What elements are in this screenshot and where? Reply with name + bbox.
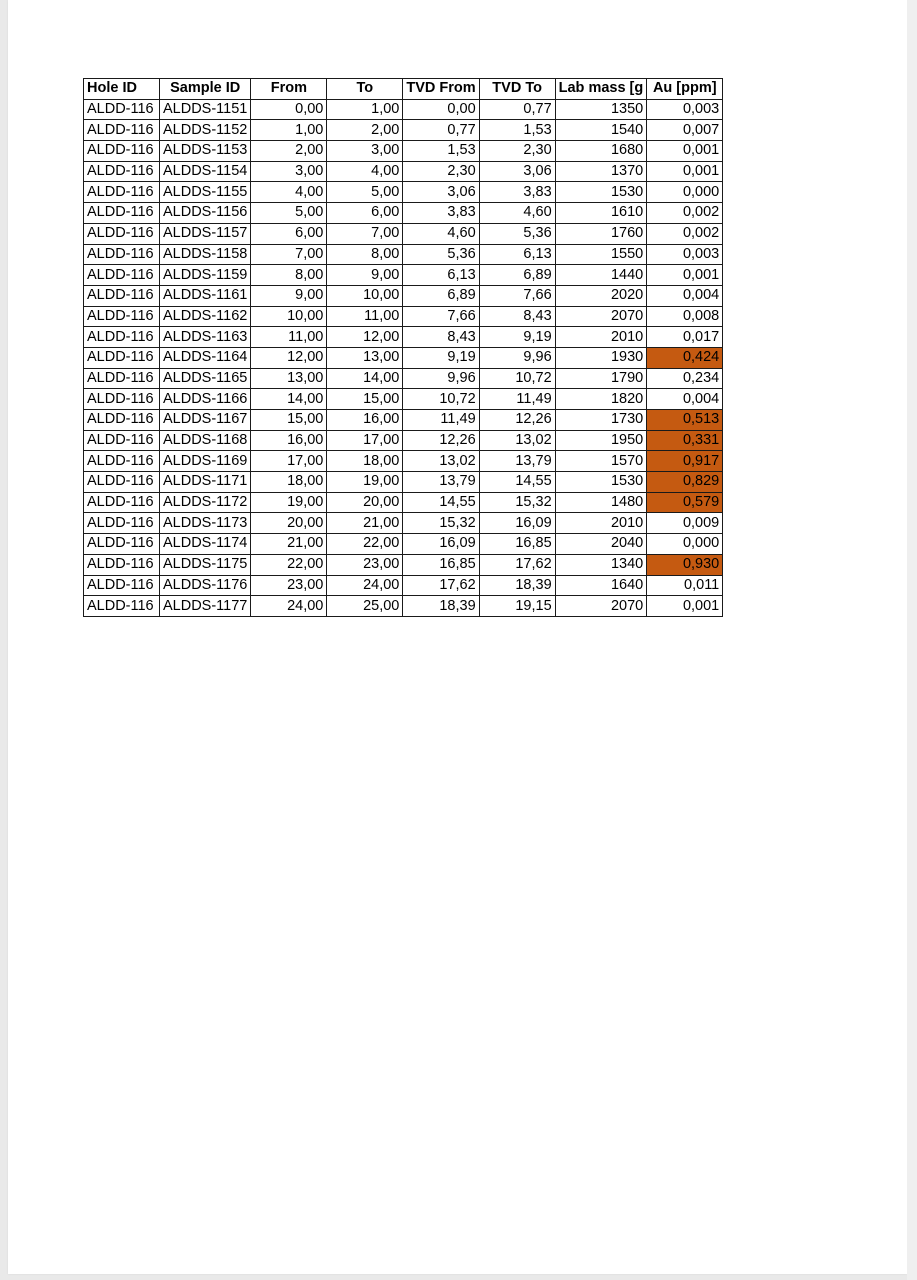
- cell-lab-mass: 1440: [555, 265, 647, 286]
- cell-from: 21,00: [251, 534, 327, 555]
- cell-to: 5,00: [327, 182, 403, 203]
- cell-from: 24,00: [251, 596, 327, 617]
- table-row: [84, 472, 723, 493]
- cell-sample-id: ALDDS-1155: [160, 182, 251, 203]
- cell-au-ppm: 0,001: [647, 141, 723, 162]
- cell-lab-mass: 1610: [555, 203, 647, 224]
- cell-sample-id: ALDDS-1166: [160, 389, 251, 410]
- cell-hole-id: ALDD-116: [84, 492, 160, 513]
- cell-sample-id: ALDDS-1153: [160, 141, 251, 162]
- cell-lab-mass: 2070: [555, 596, 647, 617]
- cell-hole-id: ALDD-116: [84, 368, 160, 389]
- cell-tvd-from: 0,00: [403, 99, 479, 120]
- cell-tvd-from: 3,06: [403, 182, 479, 203]
- cell-lab-mass: 1930: [555, 347, 647, 368]
- cell-sample-id: ALDDS-1156: [160, 203, 251, 224]
- cell-from: 19,00: [251, 492, 327, 513]
- cell-hole-id: ALDD-116: [84, 120, 160, 141]
- cell-sample-id: ALDDS-1154: [160, 161, 251, 182]
- cell-sample-id: ALDDS-1176: [160, 575, 251, 596]
- table-row: [84, 223, 723, 244]
- cell-tvd-from: 4,60: [403, 223, 479, 244]
- cell-lab-mass: 1550: [555, 244, 647, 265]
- table-row: [84, 347, 723, 368]
- cell-au-ppm: 0,003: [647, 244, 723, 265]
- cell-tvd-from: 6,13: [403, 265, 479, 286]
- header-tvd-to: TVD To: [479, 79, 555, 100]
- cell-to: 20,00: [327, 492, 403, 513]
- cell-lab-mass: 2070: [555, 306, 647, 327]
- cell-tvd-to: 2,30: [479, 141, 555, 162]
- table-row: [84, 161, 723, 182]
- cell-tvd-to: 17,62: [479, 554, 555, 575]
- cell-to: 14,00: [327, 368, 403, 389]
- cell-au-ppm: 0,001: [647, 161, 723, 182]
- cell-from: 4,00: [251, 182, 327, 203]
- cell-from: 20,00: [251, 513, 327, 534]
- cell-au-ppm: 0,331: [647, 430, 723, 451]
- cell-to: 19,00: [327, 472, 403, 493]
- cell-to: 25,00: [327, 596, 403, 617]
- cell-tvd-to: 3,06: [479, 161, 555, 182]
- cell-au-ppm: 0,917: [647, 451, 723, 472]
- cell-tvd-to: 4,60: [479, 203, 555, 224]
- cell-au-ppm: 0,579: [647, 492, 723, 513]
- cell-from: 13,00: [251, 368, 327, 389]
- cell-from: 5,00: [251, 203, 327, 224]
- cell-to: 12,00: [327, 327, 403, 348]
- cell-tvd-to: 6,89: [479, 265, 555, 286]
- cell-hole-id: ALDD-116: [84, 451, 160, 472]
- cell-au-ppm: 0,008: [647, 306, 723, 327]
- cell-hole-id: ALDD-116: [84, 244, 160, 265]
- cell-au-ppm: 0,002: [647, 203, 723, 224]
- cell-lab-mass: 1950: [555, 430, 647, 451]
- cell-sample-id: ALDDS-1167: [160, 410, 251, 431]
- cell-from: 14,00: [251, 389, 327, 410]
- table-row: [84, 368, 723, 389]
- cell-tvd-from: 11,49: [403, 410, 479, 431]
- cell-from: 1,00: [251, 120, 327, 141]
- cell-tvd-from: 6,89: [403, 285, 479, 306]
- cell-hole-id: ALDD-116: [84, 575, 160, 596]
- cell-lab-mass: 1570: [555, 451, 647, 472]
- table-row: [84, 244, 723, 265]
- cell-hole-id: ALDD-116: [84, 347, 160, 368]
- cell-to: 16,00: [327, 410, 403, 431]
- cell-au-ppm: 0,017: [647, 327, 723, 348]
- cell-au-ppm: 0,003: [647, 99, 723, 120]
- cell-tvd-to: 5,36: [479, 223, 555, 244]
- cell-tvd-from: 16,85: [403, 554, 479, 575]
- cell-tvd-from: 16,09: [403, 534, 479, 555]
- cell-tvd-to: 0,77: [479, 99, 555, 120]
- cell-au-ppm: 0,004: [647, 285, 723, 306]
- cell-sample-id: ALDDS-1161: [160, 285, 251, 306]
- cell-hole-id: ALDD-116: [84, 410, 160, 431]
- cell-from: 0,00: [251, 99, 327, 120]
- cell-hole-id: ALDD-116: [84, 472, 160, 493]
- cell-tvd-from: 8,43: [403, 327, 479, 348]
- cell-to: 17,00: [327, 430, 403, 451]
- cell-au-ppm: 0,004: [647, 389, 723, 410]
- cell-au-ppm: 0,234: [647, 368, 723, 389]
- cell-from: 16,00: [251, 430, 327, 451]
- cell-from: 8,00: [251, 265, 327, 286]
- cell-tvd-from: 15,32: [403, 513, 479, 534]
- table-row: [84, 451, 723, 472]
- cell-lab-mass: 1530: [555, 182, 647, 203]
- cell-from: 10,00: [251, 306, 327, 327]
- cell-tvd-to: 9,96: [479, 347, 555, 368]
- cell-tvd-from: 13,02: [403, 451, 479, 472]
- cell-lab-mass: 1790: [555, 368, 647, 389]
- cell-tvd-to: 16,09: [479, 513, 555, 534]
- table-row: [84, 534, 723, 555]
- cell-tvd-to: 15,32: [479, 492, 555, 513]
- cell-tvd-to: 3,83: [479, 182, 555, 203]
- cell-from: 9,00: [251, 285, 327, 306]
- cell-lab-mass: 1730: [555, 410, 647, 431]
- cell-from: 12,00: [251, 347, 327, 368]
- cell-lab-mass: 1640: [555, 575, 647, 596]
- cell-lab-mass: 1820: [555, 389, 647, 410]
- cell-sample-id: ALDDS-1169: [160, 451, 251, 472]
- cell-to: 6,00: [327, 203, 403, 224]
- table-row: [84, 265, 723, 286]
- cell-tvd-to: 12,26: [479, 410, 555, 431]
- cell-lab-mass: 1480: [555, 492, 647, 513]
- cell-tvd-from: 17,62: [403, 575, 479, 596]
- cell-from: 11,00: [251, 327, 327, 348]
- cell-sample-id: ALDDS-1177: [160, 596, 251, 617]
- cell-lab-mass: 2020: [555, 285, 647, 306]
- cell-au-ppm: 0,007: [647, 120, 723, 141]
- table-row: [84, 492, 723, 513]
- cell-to: 3,00: [327, 141, 403, 162]
- cell-sample-id: ALDDS-1158: [160, 244, 251, 265]
- cell-hole-id: ALDD-116: [84, 223, 160, 244]
- cell-to: 18,00: [327, 451, 403, 472]
- table-row: [84, 575, 723, 596]
- cell-sample-id: ALDDS-1171: [160, 472, 251, 493]
- table-row: [84, 141, 723, 162]
- cell-au-ppm: 0,011: [647, 575, 723, 596]
- header-sample-id: Sample ID: [160, 79, 251, 100]
- cell-to: 8,00: [327, 244, 403, 265]
- cell-to: 15,00: [327, 389, 403, 410]
- cell-sample-id: ALDDS-1159: [160, 265, 251, 286]
- cell-sample-id: ALDDS-1151: [160, 99, 251, 120]
- cell-to: 1,00: [327, 99, 403, 120]
- cell-hole-id: ALDD-116: [84, 182, 160, 203]
- cell-tvd-from: 3,83: [403, 203, 479, 224]
- cell-sample-id: ALDDS-1162: [160, 306, 251, 327]
- cell-lab-mass: 1680: [555, 141, 647, 162]
- cell-to: 13,00: [327, 347, 403, 368]
- cell-au-ppm: 0,001: [647, 265, 723, 286]
- cell-lab-mass: 1540: [555, 120, 647, 141]
- cell-lab-mass: 1370: [555, 161, 647, 182]
- cell-from: 15,00: [251, 410, 327, 431]
- cell-sample-id: ALDDS-1165: [160, 368, 251, 389]
- cell-au-ppm: 0,000: [647, 182, 723, 203]
- assay-table: [83, 78, 723, 617]
- cell-tvd-from: 9,19: [403, 347, 479, 368]
- cell-au-ppm: 0,000: [647, 534, 723, 555]
- cell-sample-id: ALDDS-1172: [160, 492, 251, 513]
- cell-au-ppm: 0,829: [647, 472, 723, 493]
- cell-tvd-to: 13,79: [479, 451, 555, 472]
- cell-to: 21,00: [327, 513, 403, 534]
- cell-lab-mass: 2010: [555, 327, 647, 348]
- table-row: [84, 182, 723, 203]
- cell-tvd-to: 13,02: [479, 430, 555, 451]
- cell-sample-id: ALDDS-1163: [160, 327, 251, 348]
- cell-lab-mass: 2040: [555, 534, 647, 555]
- cell-tvd-to: 8,43: [479, 306, 555, 327]
- cell-hole-id: ALDD-116: [84, 596, 160, 617]
- table-row: [84, 120, 723, 141]
- cell-tvd-from: 5,36: [403, 244, 479, 265]
- cell-au-ppm: 0,930: [647, 554, 723, 575]
- cell-lab-mass: 1350: [555, 99, 647, 120]
- header-row: [84, 79, 723, 100]
- cell-sample-id: ALDDS-1152: [160, 120, 251, 141]
- cell-tvd-from: 0,77: [403, 120, 479, 141]
- cell-tvd-to: 19,15: [479, 596, 555, 617]
- cell-tvd-to: 14,55: [479, 472, 555, 493]
- cell-to: 11,00: [327, 306, 403, 327]
- cell-to: 7,00: [327, 223, 403, 244]
- cell-tvd-from: 12,26: [403, 430, 479, 451]
- header-from: From: [251, 79, 327, 100]
- cell-tvd-to: 18,39: [479, 575, 555, 596]
- cell-sample-id: ALDDS-1174: [160, 534, 251, 555]
- cell-hole-id: ALDD-116: [84, 99, 160, 120]
- cell-tvd-from: 14,55: [403, 492, 479, 513]
- cell-to: 2,00: [327, 120, 403, 141]
- cell-au-ppm: 0,009: [647, 513, 723, 534]
- cell-hole-id: ALDD-116: [84, 161, 160, 182]
- cell-tvd-from: 2,30: [403, 161, 479, 182]
- cell-sample-id: ALDDS-1168: [160, 430, 251, 451]
- cell-to: 9,00: [327, 265, 403, 286]
- table-body: [84, 99, 723, 616]
- cell-hole-id: ALDD-116: [84, 265, 160, 286]
- cell-to: 23,00: [327, 554, 403, 575]
- cell-hole-id: ALDD-116: [84, 513, 160, 534]
- cell-tvd-to: 10,72: [479, 368, 555, 389]
- page-edge: [907, 0, 917, 1280]
- table-row: [84, 306, 723, 327]
- cell-tvd-to: 9,19: [479, 327, 555, 348]
- table-row: [84, 203, 723, 224]
- table-row: [84, 596, 723, 617]
- cell-sample-id: ALDDS-1164: [160, 347, 251, 368]
- cell-hole-id: ALDD-116: [84, 389, 160, 410]
- cell-from: 23,00: [251, 575, 327, 596]
- header-hole-id: Hole ID: [84, 79, 160, 100]
- header-tvd-from: TVD From: [403, 79, 479, 100]
- cell-tvd-to: 11,49: [479, 389, 555, 410]
- table-row: [84, 327, 723, 348]
- cell-to: 24,00: [327, 575, 403, 596]
- cell-sample-id: ALDDS-1173: [160, 513, 251, 534]
- table-row: [84, 410, 723, 431]
- cell-tvd-to: 7,66: [479, 285, 555, 306]
- cell-from: 18,00: [251, 472, 327, 493]
- cell-au-ppm: 0,001: [647, 596, 723, 617]
- cell-tvd-from: 13,79: [403, 472, 479, 493]
- cell-tvd-from: 10,72: [403, 389, 479, 410]
- cell-from: 3,00: [251, 161, 327, 182]
- table-row: [84, 430, 723, 451]
- header-lab-mass: Lab mass [g: [555, 79, 647, 100]
- cell-to: 10,00: [327, 285, 403, 306]
- table-row: [84, 285, 723, 306]
- cell-tvd-from: 9,96: [403, 368, 479, 389]
- cell-from: 6,00: [251, 223, 327, 244]
- cell-from: 2,00: [251, 141, 327, 162]
- cell-to: 4,00: [327, 161, 403, 182]
- cell-hole-id: ALDD-116: [84, 554, 160, 575]
- cell-au-ppm: 0,424: [647, 347, 723, 368]
- cell-hole-id: ALDD-116: [84, 534, 160, 555]
- cell-from: 17,00: [251, 451, 327, 472]
- cell-hole-id: ALDD-116: [84, 327, 160, 348]
- cell-tvd-from: 18,39: [403, 596, 479, 617]
- cell-from: 7,00: [251, 244, 327, 265]
- table-row: [84, 513, 723, 534]
- cell-to: 22,00: [327, 534, 403, 555]
- cell-hole-id: ALDD-116: [84, 203, 160, 224]
- cell-lab-mass: 2010: [555, 513, 647, 534]
- cell-hole-id: ALDD-116: [84, 306, 160, 327]
- cell-hole-id: ALDD-116: [84, 141, 160, 162]
- cell-sample-id: ALDDS-1175: [160, 554, 251, 575]
- cell-au-ppm: 0,002: [647, 223, 723, 244]
- cell-tvd-from: 7,66: [403, 306, 479, 327]
- header-to: To: [327, 79, 403, 100]
- cell-au-ppm: 0,513: [647, 410, 723, 431]
- cell-tvd-to: 6,13: [479, 244, 555, 265]
- cell-lab-mass: 1340: [555, 554, 647, 575]
- cell-hole-id: ALDD-116: [84, 430, 160, 451]
- cell-hole-id: ALDD-116: [84, 285, 160, 306]
- cell-lab-mass: 1760: [555, 223, 647, 244]
- cell-tvd-to: 1,53: [479, 120, 555, 141]
- table-row: [84, 389, 723, 410]
- cell-from: 22,00: [251, 554, 327, 575]
- cell-tvd-to: 16,85: [479, 534, 555, 555]
- cell-sample-id: ALDDS-1157: [160, 223, 251, 244]
- table-row: [84, 99, 723, 120]
- cell-lab-mass: 1530: [555, 472, 647, 493]
- header-au-ppm: Au [ppm]: [647, 79, 723, 100]
- cell-tvd-from: 1,53: [403, 141, 479, 162]
- table-row: [84, 554, 723, 575]
